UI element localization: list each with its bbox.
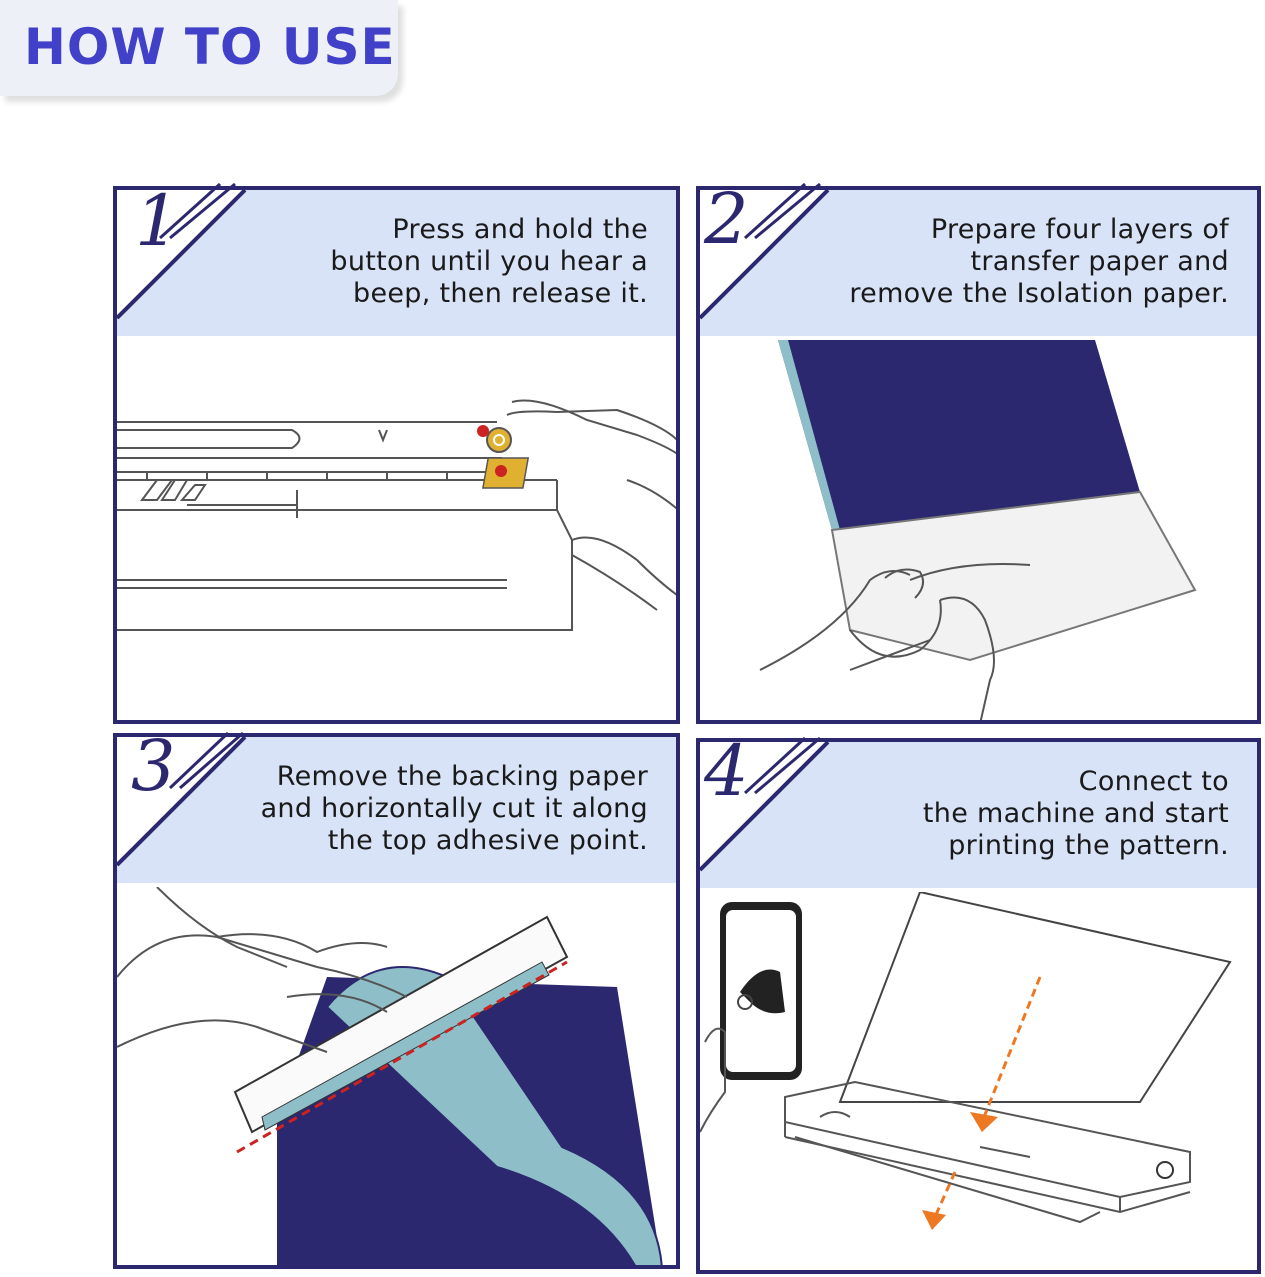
step-panel-4 <box>696 738 1261 1274</box>
badge-2-icon <box>495 465 507 477</box>
step-1-text: Press and hold the button until you hear a beep, then release it. <box>330 214 648 309</box>
page-title: HOW TO USE <box>24 18 396 76</box>
power-button-icon <box>1157 1162 1173 1178</box>
transfer-paper-illustration <box>700 340 1261 724</box>
step-4-number: 4 <box>704 738 749 812</box>
step-2-number: 2 <box>704 186 749 260</box>
step-4-text: Connect to the machine and start printing the pattern. <box>922 766 1229 861</box>
cut-paper-illustration <box>117 887 680 1269</box>
down-arrow-icon <box>970 1112 998 1132</box>
power-button-icon <box>487 428 511 452</box>
down-arrow-icon <box>922 1210 946 1230</box>
step-3-number: 3 <box>131 733 176 807</box>
step-3-text: Remove the backing paper and horizontally cut it along the top adhesive point. <box>260 761 648 856</box>
printer-button-illustration <box>117 340 680 724</box>
step-panel-3 <box>113 733 680 1269</box>
step-1-number: 1 <box>135 186 180 262</box>
badge-1-icon <box>477 425 489 437</box>
phone-printer-illustration <box>700 892 1261 1274</box>
step-panel-1 <box>113 186 680 724</box>
step-2-text: Prepare four layers of transfer paper and remove the Isolation paper. <box>849 214 1229 309</box>
header-tab <box>0 0 398 96</box>
step-panel-2 <box>696 186 1261 724</box>
